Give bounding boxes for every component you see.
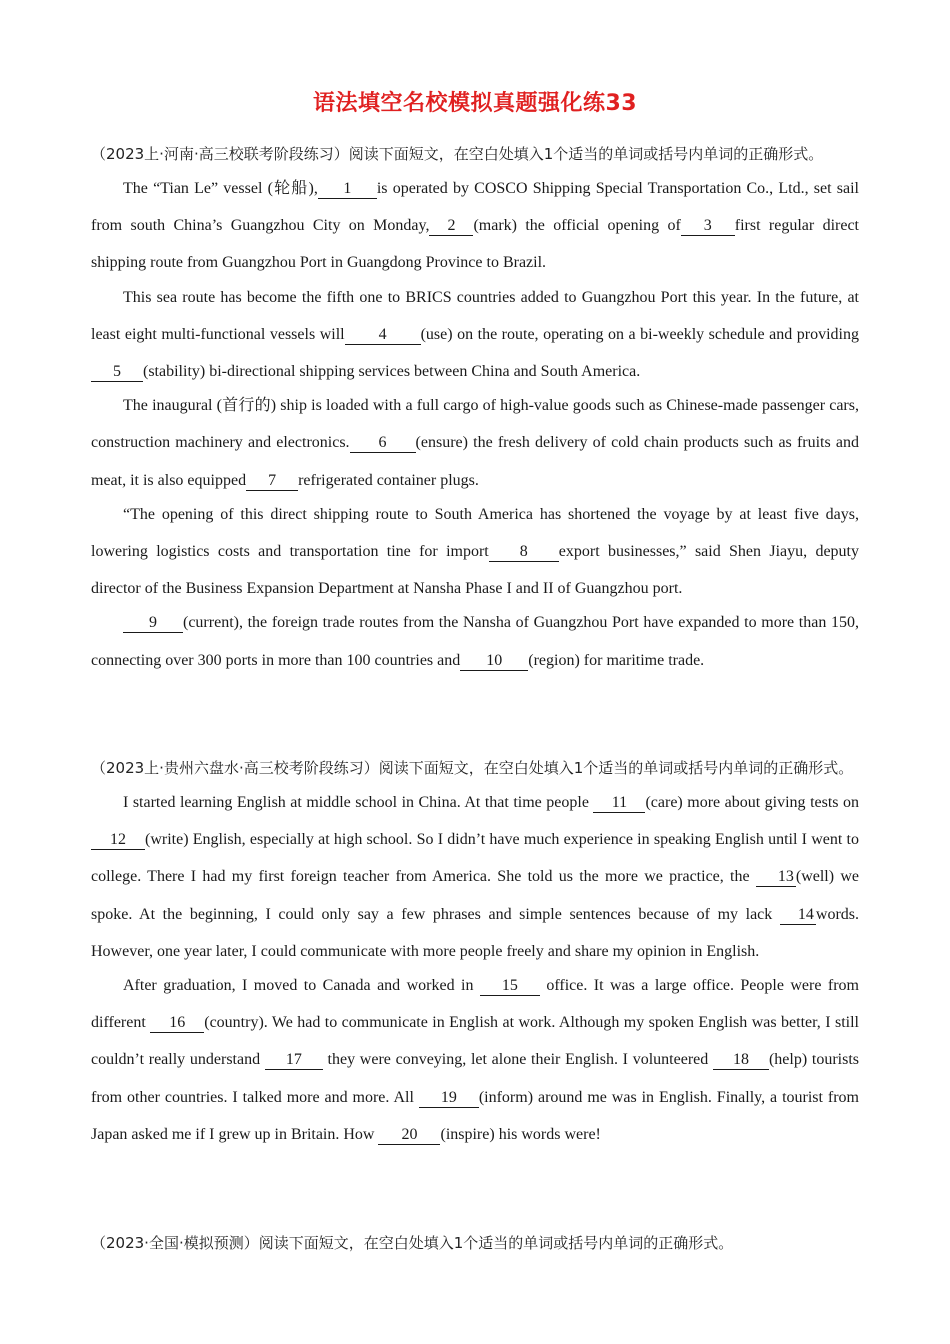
- answer-blank-10[interactable]: 10: [460, 652, 528, 671]
- passage-header: （2023上·贵州六盘水·高三校考阶段练习）阅读下面短文，在空白处填入1个适当的单词或括号内单词的正确形式。: [91, 759, 854, 777]
- passage-text: office. It was a large office. People were from different: [91, 977, 859, 1032]
- answer-blank-4[interactable]: 4: [345, 326, 421, 345]
- passage-text: (inform) around me was in English. Finally, a tourist from Japan asked me if I grew up in Britain. How: [91, 1088, 859, 1143]
- passage-text: (use) on the route, operating on a bi-weekly schedule and providing: [420, 325, 859, 343]
- passage-text: The “Tian Le” vessel (轮船),: [123, 180, 318, 197]
- page-title: 语法填空名校模拟真题强化练33: [312, 91, 638, 116]
- passage-text: (inspire) his words were!: [440, 1125, 601, 1143]
- passage-text: (write) English, especially at high school. So I didn’t have much experience in speaking English until I went to college. There I had my first foreign teacher from America. She told us the more we practice, the: [91, 831, 859, 886]
- passage-paragraph: [91, 604, 859, 678]
- answer-blank-1[interactable]: 1: [318, 180, 377, 199]
- passage-text: refrigerated container plugs.: [298, 471, 479, 489]
- passage-paragraph: [91, 784, 859, 970]
- passage-section-1: [91, 136, 859, 679]
- passage-paragraph: [91, 967, 859, 1153]
- answer-blank-9[interactable]: 9: [123, 614, 183, 633]
- answer-blank-17[interactable]: 17: [265, 1051, 323, 1070]
- passage-text: This sea route has become the fifth one to BRICS countries added to Guangzhou Port this year. In the future, at least eight multi-functional vessels will: [91, 288, 859, 343]
- passage-paragraph: [91, 496, 859, 608]
- answer-blank-15[interactable]: 15: [480, 977, 540, 996]
- passage-header: （2023·全国·模拟预测）阅读下面短文，在空白处填入1个适当的单词或括号内单词的正确形式。: [91, 1234, 734, 1252]
- passage-header: （2023上·河南·高三校联考阶段练习）阅读下面短文，在空白处填入1个适当的单词或括号内单词的正确形式。: [91, 145, 824, 163]
- passage-text: (country). We had to communicate in English at work. Although my spoken English was better, I still couldn’t really understand: [91, 1014, 860, 1069]
- answer-blank-5[interactable]: 5: [91, 363, 143, 382]
- answer-blank-14[interactable]: 14: [780, 906, 816, 925]
- passage-text: (care) more about giving tests on: [645, 794, 860, 811]
- answer-blank-8[interactable]: 8: [489, 543, 559, 562]
- passage-paragraph: [91, 387, 859, 499]
- answer-blank-2[interactable]: 2: [429, 217, 473, 236]
- answer-blank-6[interactable]: 6: [350, 434, 416, 453]
- passage-paragraph: [91, 170, 859, 282]
- passage-paragraph: [91, 279, 859, 391]
- answer-blank-12[interactable]: 12: [91, 831, 145, 850]
- passage-section-3: [91, 1225, 859, 1262]
- passage-text: (current), the foreign trade routes from the Nansha of Guangzhou Port have expanded to more than 150, connecting over 300 ports in more than 100 countries and: [91, 614, 859, 669]
- answer-blank-7[interactable]: 7: [246, 472, 298, 491]
- passage-text: (help) tourists from other countries. I talked more and more. All: [91, 1051, 860, 1106]
- answer-blank-13[interactable]: 13: [756, 868, 796, 887]
- passage-text: (stability) bi-directional shipping services between China and South America.: [143, 363, 641, 381]
- passage-text: they were conveying, let alone their English. I volunteered: [322, 1051, 713, 1069]
- answer-blank-19[interactable]: 19: [419, 1089, 479, 1108]
- answer-blank-18[interactable]: 18: [713, 1051, 769, 1070]
- passage-text: (mark) the official opening of: [473, 217, 681, 235]
- passage-text: words. However, one year later, I could communicate with more people freely and share my opinion in English.: [91, 905, 859, 960]
- passage-text: I started learning English at middle school in China. At that time people: [123, 794, 594, 811]
- passage-text: (region) for maritime trade.: [528, 651, 705, 669]
- answer-blank-20[interactable]: 20: [378, 1126, 440, 1145]
- passage-text: “The opening of this direct shipping route to South America has shortened the voyage by at least five days, lowering logistics costs and transportation tine for import: [91, 505, 859, 561]
- answer-blank-16[interactable]: 16: [150, 1014, 204, 1033]
- passage-text: (ensure) the fresh delivery of cold chain products such as fruits and meat, it is also equipped: [91, 434, 859, 489]
- passage-text: export businesses,” said Shen Jiayu, deputy director of the Business Expansion Department at Nansha Phase I and II of Guangzhou port.: [91, 543, 860, 598]
- passage-text: is operated by COSCO Shipping Special Transportation Co., Ltd., set sail from south China’s Guangzhou City on Monday,: [91, 180, 859, 235]
- answer-blank-11[interactable]: 11: [593, 794, 645, 813]
- answer-blank-3[interactable]: 3: [681, 217, 735, 236]
- passage-text: The inaugural (首行的) ship is loaded with a full cargo of high-value goods such as Chinese-made passenger cars, construction machinery and electronics.: [91, 397, 859, 452]
- passage-text: (well) we spoke. At the beginning, I could only say a few phrases and simple sentences because of my lack: [91, 868, 860, 923]
- passage-section-2: [91, 750, 859, 1153]
- passage-text: first regular direct shipping route from Guangzhou Port in Guangdong Province to Brazil.: [91, 217, 859, 272]
- passage-text: After graduation, I moved to Canada and worked in: [123, 977, 480, 995]
